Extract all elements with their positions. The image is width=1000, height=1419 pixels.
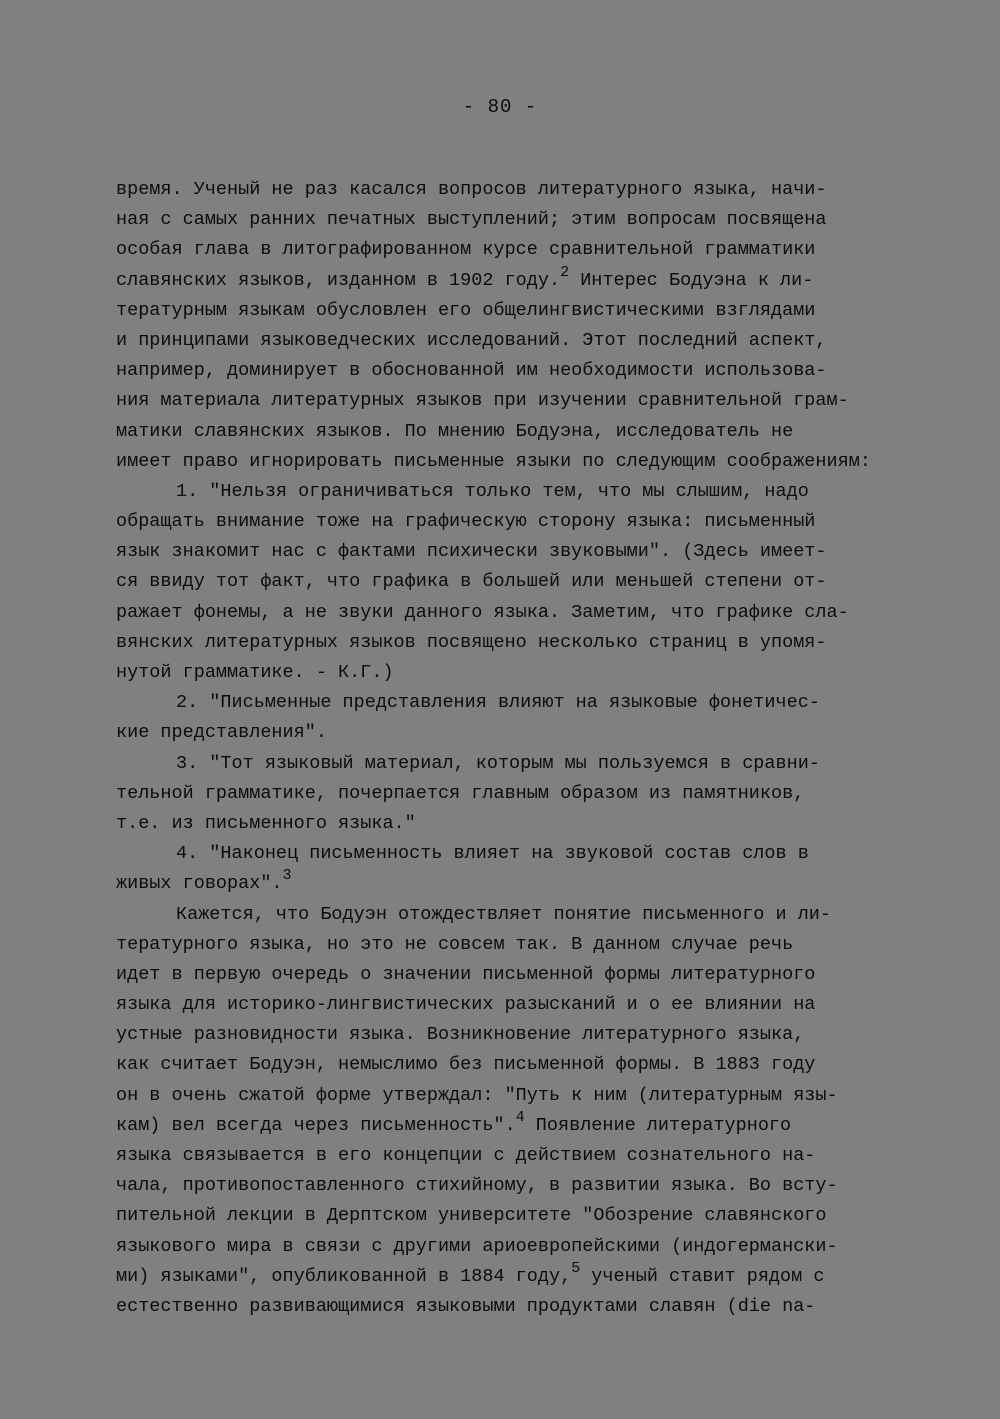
line-text: имеет право игнорировать письменные языки по следующим соображениям:	[116, 450, 871, 472]
text-line	[116, 386, 896, 416]
text-line	[116, 1081, 896, 1111]
text-line	[116, 263, 896, 296]
line-text: Кажется, что Бодуэн отождествляет понятие письменного и ли-	[176, 903, 832, 925]
line-text: пительной лекции в Дерптском университете "Обозрение славянского	[116, 1205, 827, 1227]
line-text: например, доминирует в обоснованной им необходимости использова-	[116, 360, 827, 382]
line-text: язык знакомит нас с фактами психически звуковыми". (Здесь имеет-	[116, 541, 827, 563]
line-text-continued: Интерес Бодуэна к ли-	[569, 269, 814, 291]
line-text: ражает фонемы, а не звуки данного языка. Заметим, что графике сла-	[116, 601, 849, 623]
text-line	[116, 869, 896, 899]
line-text: языка связывается в его концепции с действием сознательного на-	[116, 1145, 816, 1166]
line-text: ния материала литературных языков при изучении сравнительной грам-	[116, 390, 849, 412]
line-text: обращать внимание тоже на графическую сторону языка: письменный	[116, 511, 816, 533]
body-text	[116, 175, 896, 1322]
line-text: кие представления".	[116, 722, 327, 744]
text-line	[116, 1141, 896, 1171]
text-line	[116, 779, 896, 809]
text-line	[116, 1292, 896, 1322]
line-text: языка для историко-лингвистических разысканий и о ее влиянии на	[116, 994, 816, 1016]
text-line	[116, 477, 896, 507]
line-text: он в очень сжатой форме утверждал: "Путь к ним (литературным язы-	[116, 1084, 838, 1106]
text-line	[116, 1020, 896, 1050]
text-line	[116, 326, 896, 356]
page-number: - 80 -	[462, 96, 538, 118]
text-line	[116, 990, 896, 1020]
line-text: славянских языков, изданном в 1902 году.	[116, 269, 561, 291]
line-text: чала, противопоставленного стихийному, в развитии языка. Во всту-	[116, 1175, 838, 1197]
line-text: естественно развивающимися языковыми продуктами славян (die na-	[116, 1295, 816, 1317]
text-line	[116, 1232, 896, 1262]
text-line	[116, 628, 896, 658]
text-line	[116, 809, 896, 839]
line-text-continued: ученый ставит рядом с	[580, 1265, 825, 1287]
line-text: ся ввиду тот факт, что графика в большей или меньшей степени от-	[116, 571, 827, 593]
line-text: ми) языками", опубликованной в 1884 году,	[116, 1265, 572, 1287]
line-text: устные разновидности языка. Возникновение литературного языка,	[116, 1024, 805, 1046]
text-line	[116, 507, 896, 537]
text-line	[116, 688, 896, 718]
text-line	[116, 447, 896, 477]
line-text: 1. "Нельзя ограничиваться только тем, что мы слышим, надо	[176, 480, 809, 502]
text-line	[116, 417, 896, 447]
text-line	[116, 718, 896, 748]
text-line	[116, 356, 896, 386]
text-line	[116, 1201, 896, 1231]
line-text: 4. "Наконец письменность влияет на звуковой состав слов в	[176, 843, 809, 865]
text-line	[116, 749, 896, 779]
text-line	[116, 960, 896, 990]
text-line	[116, 1050, 896, 1080]
line-text: 3. "Тот языковый материал, которым мы пользуемся в сравни-	[176, 752, 820, 774]
footnote-ref: 5	[571, 1259, 581, 1277]
line-text-continued: Появление литературного	[524, 1114, 792, 1136]
text-line	[116, 235, 896, 265]
text-line	[116, 296, 896, 326]
footnote-ref: 3	[282, 867, 292, 885]
text-line	[116, 1259, 896, 1292]
line-text: языкового мира в связи с другими ариоевропейскими (индогермански-	[116, 1235, 838, 1257]
line-text: кам) вел всегда через письменность".	[116, 1114, 516, 1136]
line-text: матики славянских языков. По мнению Бодуэна, исследователь не	[116, 420, 794, 442]
line-text: время. Ученый не раз касался вопросов литературного языка, начи-	[116, 179, 827, 200]
text-line	[116, 1171, 896, 1201]
line-text: тературным языкам обусловлен его общелингвистическими взглядами	[116, 299, 816, 321]
footnote-ref: 2	[560, 263, 570, 281]
line-text: вянских литературных языков посвящено несколько страниц в упомя-	[116, 631, 827, 653]
line-text: 2. "Письменные представления влияют на языковые фонетичес-	[176, 692, 820, 714]
line-text: живых говорах".	[116, 873, 283, 895]
text-line	[116, 598, 896, 628]
line-text: ная с самых ранних печатных выступлений; этим вопросам посвящена	[116, 209, 827, 231]
text-line	[116, 930, 896, 960]
text-line	[116, 1108, 896, 1141]
text-line	[116, 900, 896, 930]
line-text: т.е. из письменного языка."	[116, 812, 416, 834]
text-line	[116, 567, 896, 597]
text-line	[116, 537, 896, 567]
line-text: нутой грамматике. - К.Г.)	[116, 662, 394, 683]
text-line	[116, 658, 896, 688]
text-line	[116, 839, 896, 869]
line-text: как считает Бодуэн, немыслимо без письменной формы. В 1883 году	[116, 1054, 816, 1076]
text-line	[116, 175, 896, 205]
footnote-ref: 4	[515, 1108, 525, 1126]
text-line	[116, 205, 896, 235]
line-text: идет в первую очередь о значении письменной формы литературного	[116, 963, 816, 985]
line-text: тельной грамматике, почерпается главным образом из памятников,	[116, 782, 805, 804]
line-text: особая глава в литографированном курсе сравнительной грамматики	[116, 239, 816, 261]
line-text: тературного языка, но это не совсем так. В данном случае речь	[116, 933, 794, 955]
line-text: и принципами языковедческих исследований. Этот последний аспект,	[116, 329, 827, 351]
